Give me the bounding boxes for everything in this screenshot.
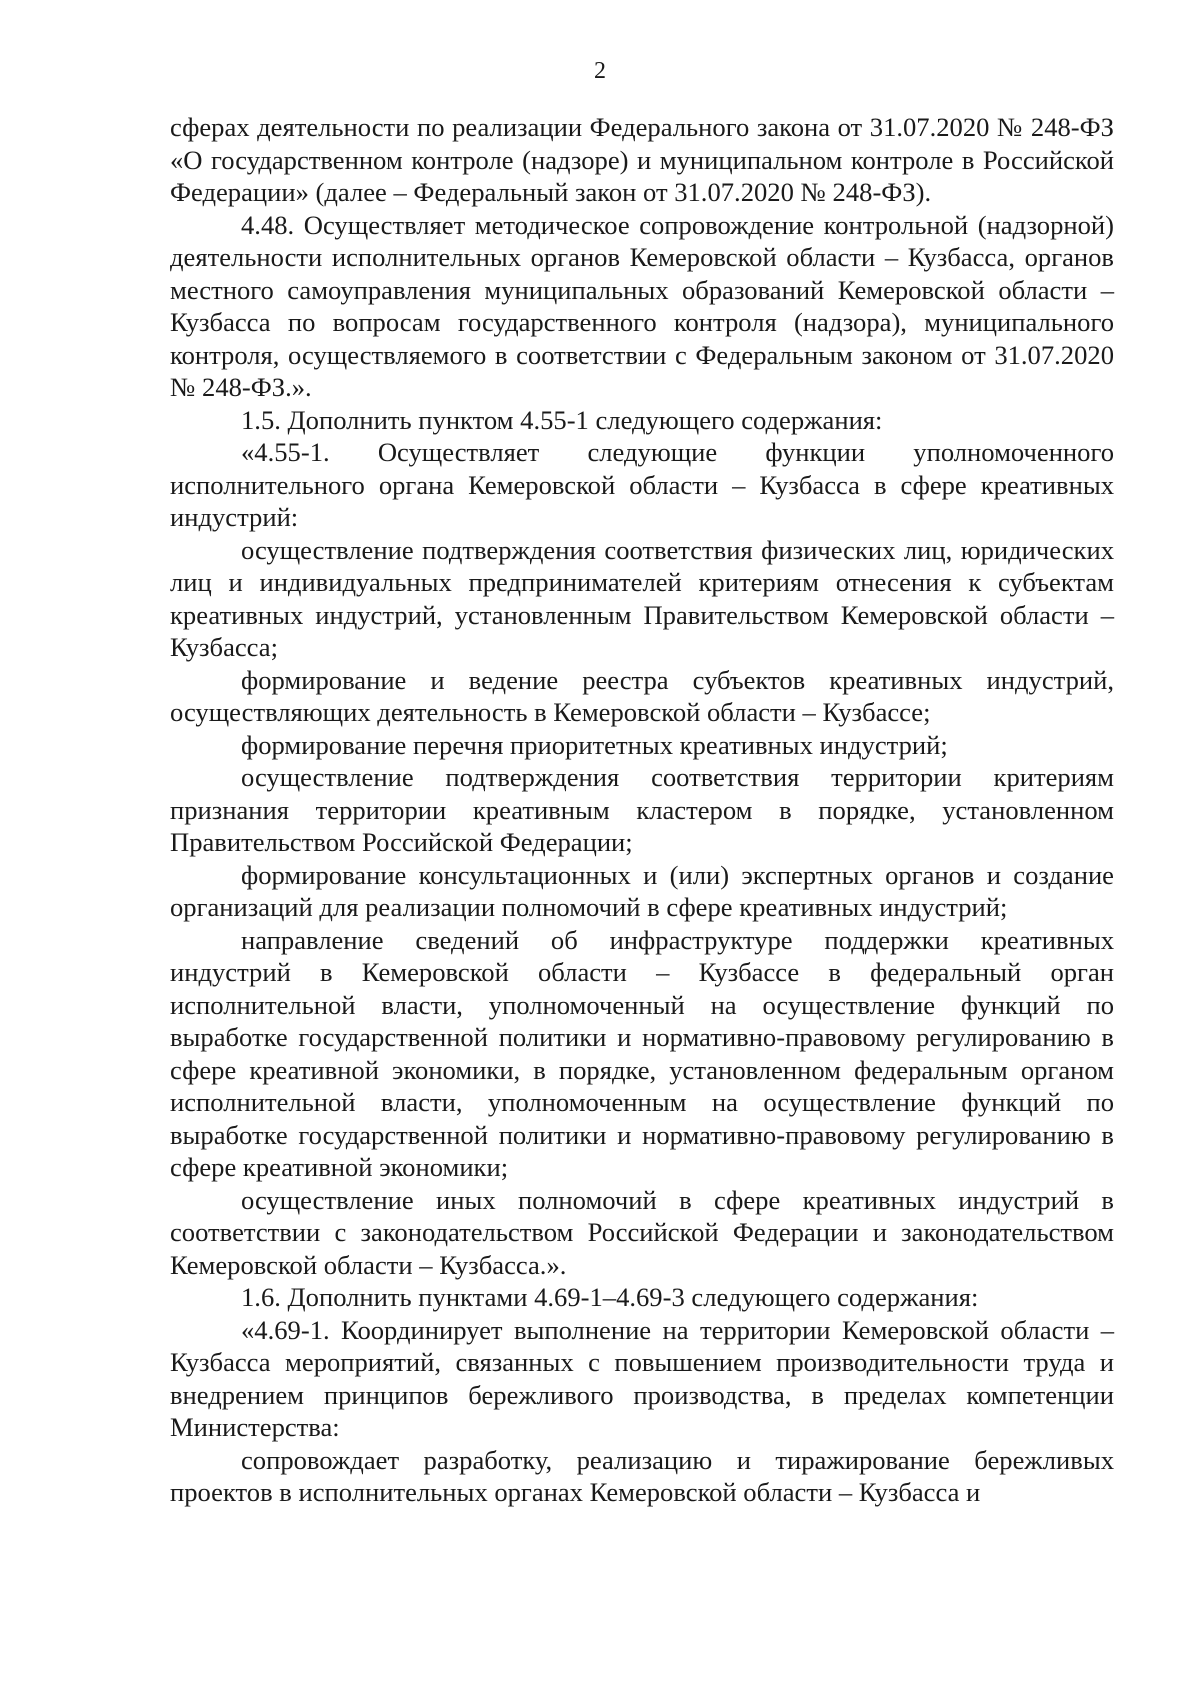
paragraph-1-6: 1.6. Дополнить пунктами 4.69-1–4.69-3 следующего содержания: xyxy=(241,1282,979,1312)
list-item-expert-bodies: формирование консультационных и (или) экспертных органов и создание организаций для реализации полномочий в сфере креативных индустрий; xyxy=(170,859,1114,922)
paragraph-1-5: 1.5. Дополнить пунктом 4.55-1 следующего содержания: xyxy=(241,404,883,435)
list-item-confirmation-criteria: осуществление подтверждения соответствия физических лиц, юридических лиц и индивидуальных предпринимателей критериям отнесения к субъектам креативных индустрий, установленным Правительством Кемеровской области – Кузбасса; xyxy=(170,534,1114,662)
list-item-other-powers: осуществление иных полномочий в сфере креативных индустрий в соответствии с законодательством Российской Федерации и законодательством Кемеровской области – Кузбасса.». xyxy=(170,1184,1114,1280)
list-item-priority-list: формирование перечня приоритетных креативных индустрий; xyxy=(241,729,948,760)
list-item-territory-cluster: осуществление подтверждения соответствия территории критериям признания территории креативным кластером в порядке, установленном Правительством Российской Федерации; xyxy=(170,762,1114,857)
page-number: 2 xyxy=(594,58,606,84)
list-item-registry: формирование и ведение реестра субъектов креативных индустрий, осуществляющих деятельность в Кемеровской области – Кузбассе; xyxy=(170,664,1114,727)
paragraph-4-69-1: «4.69-1. Координирует выполнение на территории Кемеровской области – Кузбасса мероприятий, связанных с повышением производительности труда и внедрением принципов бережливого производства, в пределах компетенции Министерства: xyxy=(170,1314,1114,1442)
list-item-lean-projects: сопровождает разработку, реализацию и тиражирование бережливых проектов в исполнительных органах Кемеровской области – Кузбасса и xyxy=(170,1444,1114,1507)
paragraph-4-48: 4.48. Осуществляет методическое сопровождение контрольной (надзорной) деятельности исполнительных органов Кемеровской области – Кузбасса, органов местного самоуправления муниципальных образований Кемеровской области – Кузбасса по вопросам государственного контроля (надзора), муниципального контроля, осуществляемого в соответствии с Федеральным законом от 31.07.2020 № 248-ФЗ.». xyxy=(170,209,1114,402)
paragraph-continuation: сферах деятельности по реализации Федерального закона от 31.07.2020 № 248-ФЗ «О государственном контроле (надзоре) и муниципальном контроле в Российской Федерации» (далее – Федеральный закон от 31.07.2020 № 248-ФЗ). xyxy=(170,112,1114,207)
list-item-infrastructure-info: направление сведений об инфраструктуре поддержки креативных индустрий в Кемеровской области – Кузбассе в федеральный орган исполнительной власти, уполномоченный на осуществление функций по выработке государственной политики и нормативно-правовому регулированию в сфере креативной экономики, в порядке, установленном федеральным органом исполнительной власти, уполномоченным на осуществление функций по выработке государственной политики и нормативно-правовому регулированию в сфере креативной экономики; xyxy=(170,924,1114,1182)
paragraph-4-55-1: «4.55-1. Осуществляет следующие функции уполномоченного исполнительного органа Кемеровской области – Кузбасса в сфере креативных индустрий: xyxy=(170,437,1114,532)
document-body xyxy=(170,111,1114,1509)
